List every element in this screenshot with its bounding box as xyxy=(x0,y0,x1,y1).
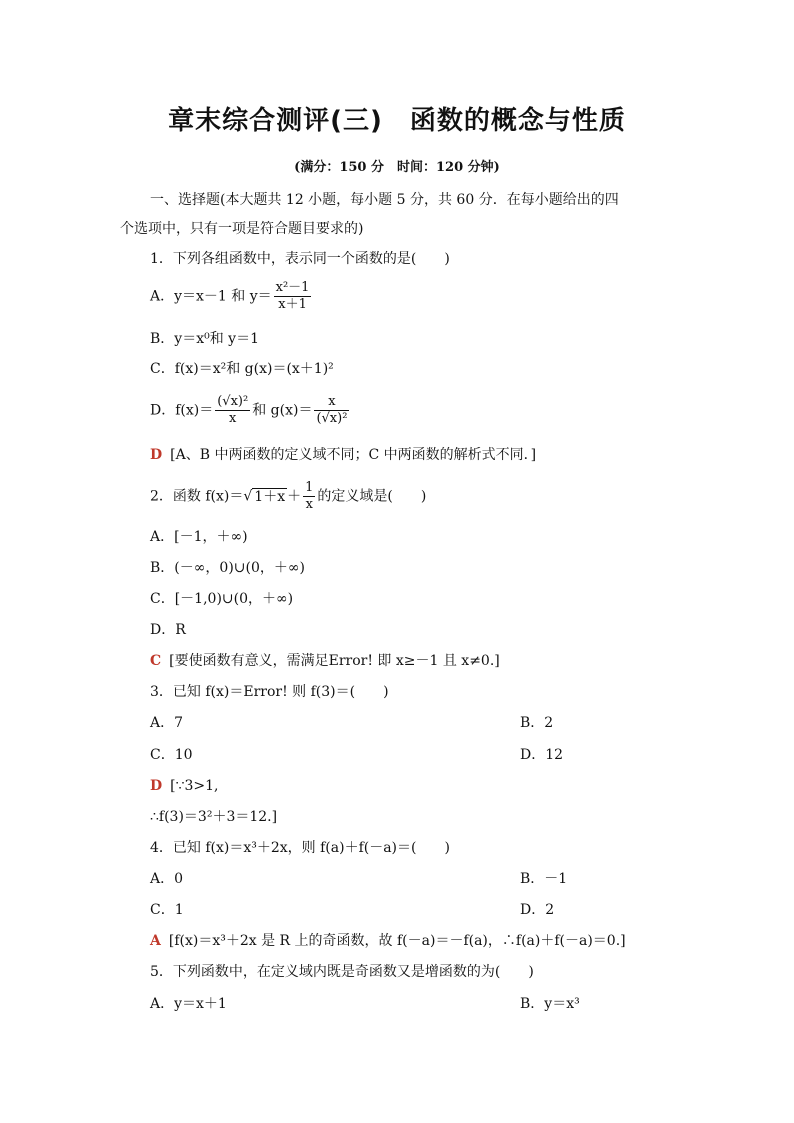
q1-option-d-mid: 和 g(x)＝ xyxy=(252,402,313,419)
q3-solution xyxy=(150,779,219,793)
q4-option-b: B．－1 xyxy=(520,871,568,887)
q3-answer: D xyxy=(150,778,163,794)
q1-stem: 1．下列各组函数中，表示同一个函数的是( ) xyxy=(150,251,450,267)
fraction-denominator: x xyxy=(229,411,237,426)
q2-stem-prefix: 2．函数 f(x)＝ xyxy=(150,488,244,505)
q4-option-a: A．0 xyxy=(150,871,184,887)
q3-options-row-1 xyxy=(150,715,554,731)
fraction-numerator: (√x)² xyxy=(217,394,249,409)
q1-option-c: C．f(x)＝x²和 g(x)＝(x＋1)² xyxy=(150,361,334,377)
q4-option-c: C．1 xyxy=(150,902,184,918)
q2-stem-suffix: 的定义域是( ) xyxy=(317,488,427,505)
q1-option-d-fraction-1 xyxy=(215,394,250,427)
q1-option-d-fraction-2 xyxy=(314,394,349,427)
q5-options-row-1 xyxy=(150,996,580,1012)
exam-info: (满分：150 分 时间：120 分钟) xyxy=(294,160,500,175)
q2-solution xyxy=(150,654,500,668)
q1-answer: D xyxy=(150,447,163,463)
q4-explanation: [f(x)＝x³＋2x 是 R 上的奇函数，故 f(－a)＝－f(a)，∴f(a)＋f(－a)＝0.] xyxy=(168,933,626,949)
q1-solution xyxy=(150,448,536,462)
q2-explanation: [要使函数有意义，需满足Error! 即 x≥－1 且 x≠0.] xyxy=(169,653,500,669)
q2-option-c: C．[－1,0)∪(0，＋∞) xyxy=(150,591,294,607)
q4-option-d: D．2 xyxy=(520,902,555,918)
fraction-numerator: 1 xyxy=(305,480,314,495)
q2-sqrt-radicand: 1＋x xyxy=(254,488,286,505)
q1-option-b: B．y＝x⁰和 y＝1 xyxy=(150,331,259,347)
q3-option-a: A．7 xyxy=(150,715,184,731)
q5-option-b: B．y＝x³ xyxy=(520,996,580,1012)
q1-option-a-text: A．y＝x－1 和 y＝ xyxy=(150,288,272,305)
section-intro-line-1: 一、选择题(本大题共 12 小题，每小题 5 分，共 60 分．在每小题给出的四 xyxy=(150,192,619,208)
section-intro xyxy=(120,186,680,244)
q3-stem: 3．已知 f(x)＝Error! 则 f(3)＝( ) xyxy=(150,684,389,700)
q4-options-row-1 xyxy=(150,871,568,887)
q3-option-c: C．10 xyxy=(150,747,193,763)
q3-option-d: D．12 xyxy=(520,747,564,763)
q4-answer: A xyxy=(150,933,161,949)
q4-stem: 4．已知 f(x)＝x³＋2x，则 f(a)＋f(－a)＝( ) xyxy=(150,840,450,856)
q1-explanation: [A、B 中两函数的定义域不同；C 中两函数的解析式不同．] xyxy=(170,447,537,463)
q5-option-a: A．y＝x＋1 xyxy=(150,996,227,1012)
q2-stem: 2．函数 f(x)＝√ 1＋x ＋ $\frac{1}{x}$ 的定义域是( ) xyxy=(150,480,427,512)
q1-option-a xyxy=(150,280,313,313)
q4-options-row-2 xyxy=(150,902,555,918)
section-intro-line-2: 个选项中，只有一项是符合题目要求的) xyxy=(120,221,364,237)
q3-option-b: B．2 xyxy=(520,715,554,731)
q2-answer: C xyxy=(150,653,162,669)
q4-solution xyxy=(150,934,626,948)
q2-option-d: D．R xyxy=(150,622,186,638)
q2-option-b: B．(－∞，0)∪(0，＋∞) xyxy=(150,560,306,576)
fraction-numerator: x xyxy=(314,394,349,411)
q5-stem: 5．下列函数中，在定义域内既是奇函数又是增函数的为( ) xyxy=(150,964,534,980)
fraction-denominator: x xyxy=(305,497,313,512)
q1-option-a-fraction xyxy=(274,280,312,313)
q2-stem-plus: ＋ xyxy=(287,488,302,505)
fraction-denominator: (√x)² xyxy=(316,411,348,426)
q1-option-d-prefix: D．f(x)＝ xyxy=(150,402,214,419)
q2-option-a: A．[－1，＋∞) xyxy=(150,529,248,545)
q3-options-row-2 xyxy=(150,747,564,763)
q2-stem-fraction xyxy=(303,480,315,513)
fraction-numerator: x²－1 xyxy=(275,280,310,295)
q3-explanation-2: ∴f(3)＝3²＋3＝12.] xyxy=(150,809,278,825)
q3-explanation-1: [∵3>1, xyxy=(170,778,219,794)
page-title: 章末综合测评(三) 函数的概念与性质 xyxy=(168,106,626,136)
fraction-denominator: x＋1 xyxy=(278,297,307,312)
q1-option-d xyxy=(150,394,351,427)
